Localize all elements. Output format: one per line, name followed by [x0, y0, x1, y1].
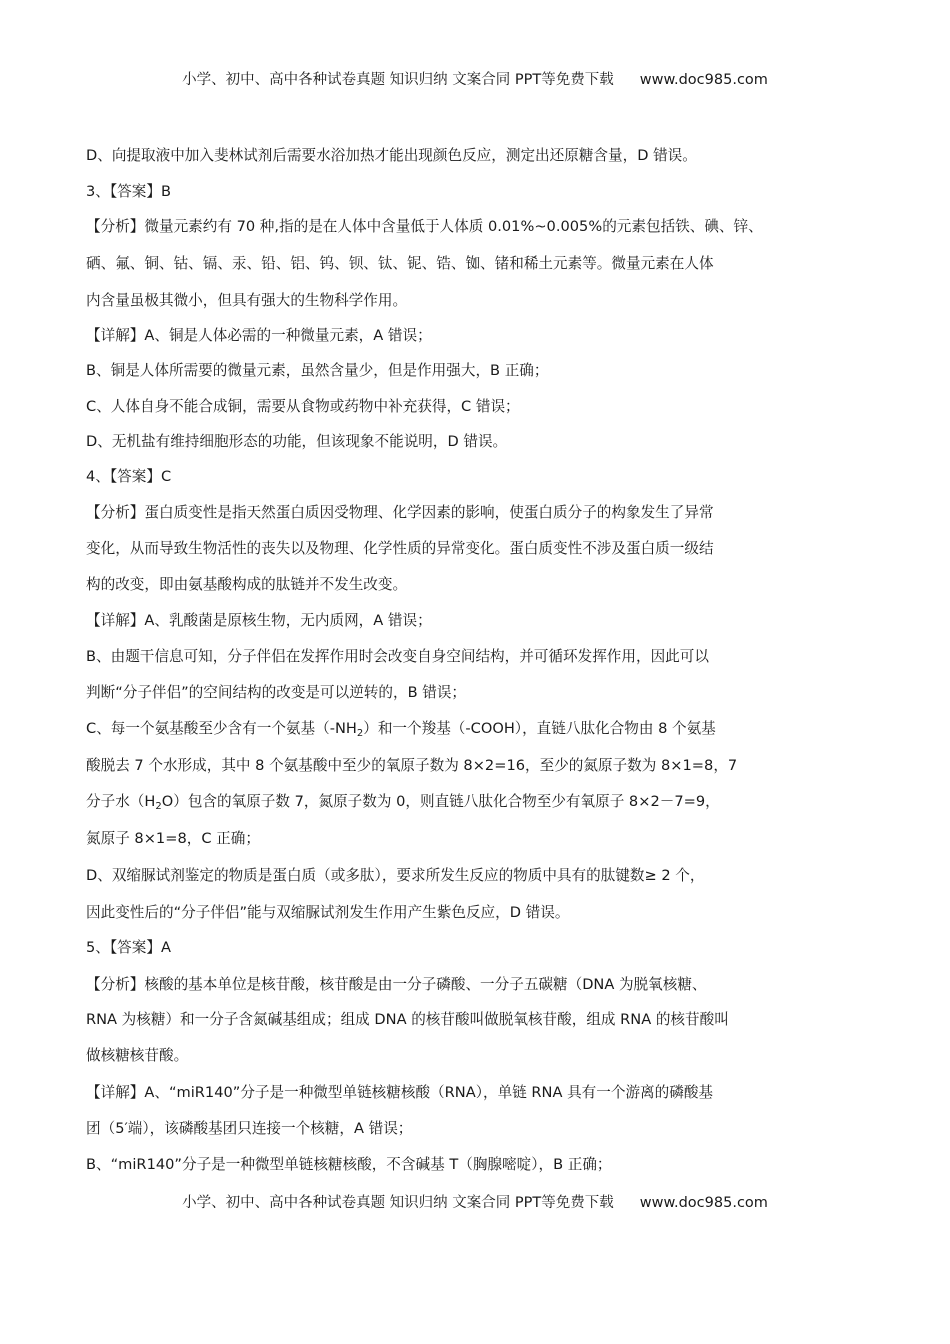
text-line: B、由题干信息可知，分子伴侣在发挥作用时会改变自身空间结构，并可循环发挥作用，因此可以	[86, 648, 709, 665]
text-line: RNA 为核糖）和一分子含氮碱基组成；组成 DNA 的核苷酸叫做脱氧核苷酸，组成 RNA 的核苷酸叫	[86, 1011, 729, 1028]
footer-url: www.doc985.com	[639, 1195, 768, 1211]
text-line	[86, 719, 716, 739]
header-text: 小学、初中、高中各种试卷真题 知识归纳 文案合同 PPT等免费下载	[182, 72, 614, 88]
text-fragment: O）包含的氧原子数 7，氮原子数为 0，则直链八肽化合物至少有氧原子 8×2－7=9，	[161, 793, 720, 810]
text-line: 【详解】A、铜是人体必需的一种微量元素，A 错误；	[86, 327, 432, 344]
footer-text: 小学、初中、高中各种试卷真题 知识归纳 文案合同 PPT等免费下载	[182, 1195, 614, 1211]
text-line: B、“miR140”分子是一种微型单链核糖核酸，不含碱基 T（胸腺嘧啶），B 正确；	[86, 1156, 612, 1173]
answer-heading: 5、【答案】A	[86, 939, 171, 956]
header-url: www.doc985.com	[639, 72, 768, 88]
text-line: D、无机盐有维持细胞形态的功能，但该现象不能说明，D 错误。	[86, 433, 508, 450]
text-line: 做核糖核苷酸。	[86, 1047, 189, 1064]
text-line: C、人体自身不能合成铜，需要从食物或药物中补充获得，C 错误；	[86, 398, 520, 415]
answer-heading: 3、【答案】B	[86, 183, 171, 200]
text-line: 硒、氟、铜、钴、镉、汞、铅、铝、钨、钡、钛、铌、锆、铷、锗和稀土元素等。微量元素在人体	[86, 255, 714, 272]
text-line: 因此变性后的“分子伴侣”能与双缩脲试剂发生作用产生紫色反应，D 错误。	[86, 904, 570, 921]
text-line	[86, 792, 720, 812]
text-line: 【分析】核酸的基本单位是核苷酸，核苷酸是由一分子磷酸、一分子五碳糖（DNA 为脱氧核糖、	[86, 976, 707, 993]
subscript: 2	[155, 801, 162, 812]
text-line: 团（5′端），该磷酸基团只连接一个核糖，A 错误；	[86, 1120, 413, 1137]
text-line: 酸脱去 7 个水形成，其中 8 个氨基酸中至少的氧原子数为 8×2=16，至少的氮原子数为 8×1=8，7	[86, 757, 738, 774]
text-line: B、铜是人体所需要的微量元素，虽然含量少，但是作用强大，B 正确；	[86, 362, 549, 379]
page-header	[0, 68, 950, 89]
text-line: D、向提取液中加入斐林试剂后需要水浴加热才能出现颜色反应，测定出还原糖含量，D 错误。	[86, 147, 697, 164]
text-line: 【详解】A、乳酸菌是原核生物，无内质网，A 错误；	[86, 612, 432, 629]
text-line: 【分析】微量元素约有 70 种,指的是在人体中含量低于人体质 0.01%~0.005%的元素包括铁、碘、锌、	[86, 218, 763, 235]
text-fragment: 分子水（H	[86, 793, 156, 810]
text-fragment: ）和一个羧基（-COOH），直链八肽化合物由 8 个氨基	[363, 720, 716, 737]
text-fragment: C、每一个氨基酸至少含有一个氨基（-NH	[86, 720, 357, 737]
page-footer	[0, 1191, 950, 1212]
text-line: 【分析】蛋白质变性是指天然蛋白质因受物理、化学因素的影响，使蛋白质分子的构象发生了异常	[86, 504, 714, 521]
text-line: D、双缩脲试剂鉴定的物质是蛋白质（或多肽），要求所发生反应的物质中具有的肽键数≥ 2 个，	[86, 867, 705, 884]
text-line: 构的改变，即由氨基酸构成的肽链并不发生改变。	[86, 576, 408, 593]
text-line: 变化，从而导致生物活性的丧失以及物理、化学性质的异常变化。蛋白质变性不涉及蛋白质一级结	[86, 540, 714, 557]
subscript: 2	[356, 728, 364, 739]
text-line: 内含量虽极其微小，但具有强大的生物科学作用。	[86, 292, 408, 309]
text-line: 氮原子 8×1=8，C 正确；	[86, 830, 260, 847]
text-line: 【详解】A、“miR140”分子是一种微型单链核糖核酸（RNA），单链 RNA 具有一个游离的磷酸基	[86, 1084, 714, 1101]
answer-heading: 4、【答案】C	[86, 468, 172, 485]
text-line: 判断“分子伴侣”的空间结构的改变是可以逆转的，B 错误；	[86, 684, 467, 701]
